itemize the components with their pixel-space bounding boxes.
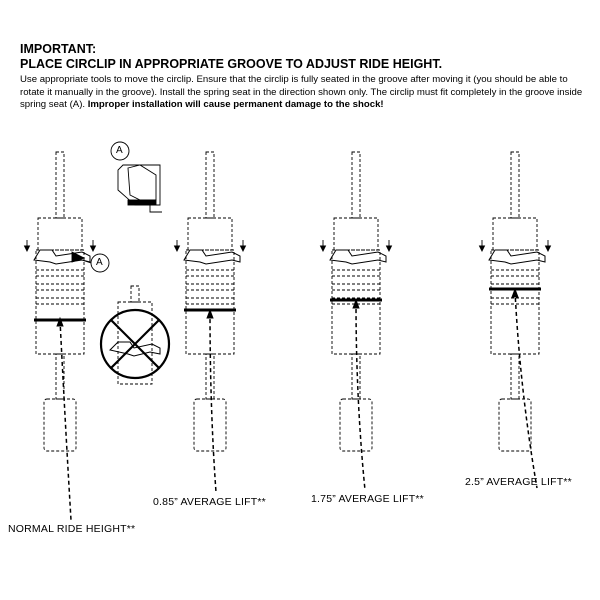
- leader-175: [356, 302, 365, 490]
- important-heading: IMPORTANT:: [20, 42, 97, 56]
- leader-normal: [60, 320, 71, 520]
- instructions-text: Use appropriate tools to move the circlip. Ensure that the circlip is fully seated in the groove after moving it (you should be able to rotate it manually in the groove). Install the spring seat in the direction shown only. The circlip must fit completely in the groove inside spring seat (A).: [20, 74, 583, 111]
- damage-warning: Improper installation will cause permanent damage to the shock!: [87, 99, 384, 111]
- label-175-lift: 1.75” AVERAGE LIFT**: [311, 493, 424, 505]
- label-normal-ride-height: NORMAL RIDE HEIGHT**: [8, 523, 136, 535]
- leader-085: [210, 312, 216, 492]
- label-085-lift: 0.85” AVERAGE LIFT**: [153, 496, 266, 508]
- seat-callout-letter: A: [96, 257, 103, 268]
- shock-normal: [25, 152, 96, 451]
- leader-250: [515, 291, 537, 488]
- incorrect-install-symbol: [101, 286, 169, 384]
- shock-085: [175, 152, 246, 451]
- detail-callout-letter: A: [116, 145, 123, 156]
- label-25-lift: 2.5” AVERAGE LIFT**: [465, 476, 572, 488]
- circlip-instruction-heading: PLACE CIRCLIP IN APPROPRIATE GROOVE TO ADJUST RIDE HEIGHT.: [20, 57, 443, 71]
